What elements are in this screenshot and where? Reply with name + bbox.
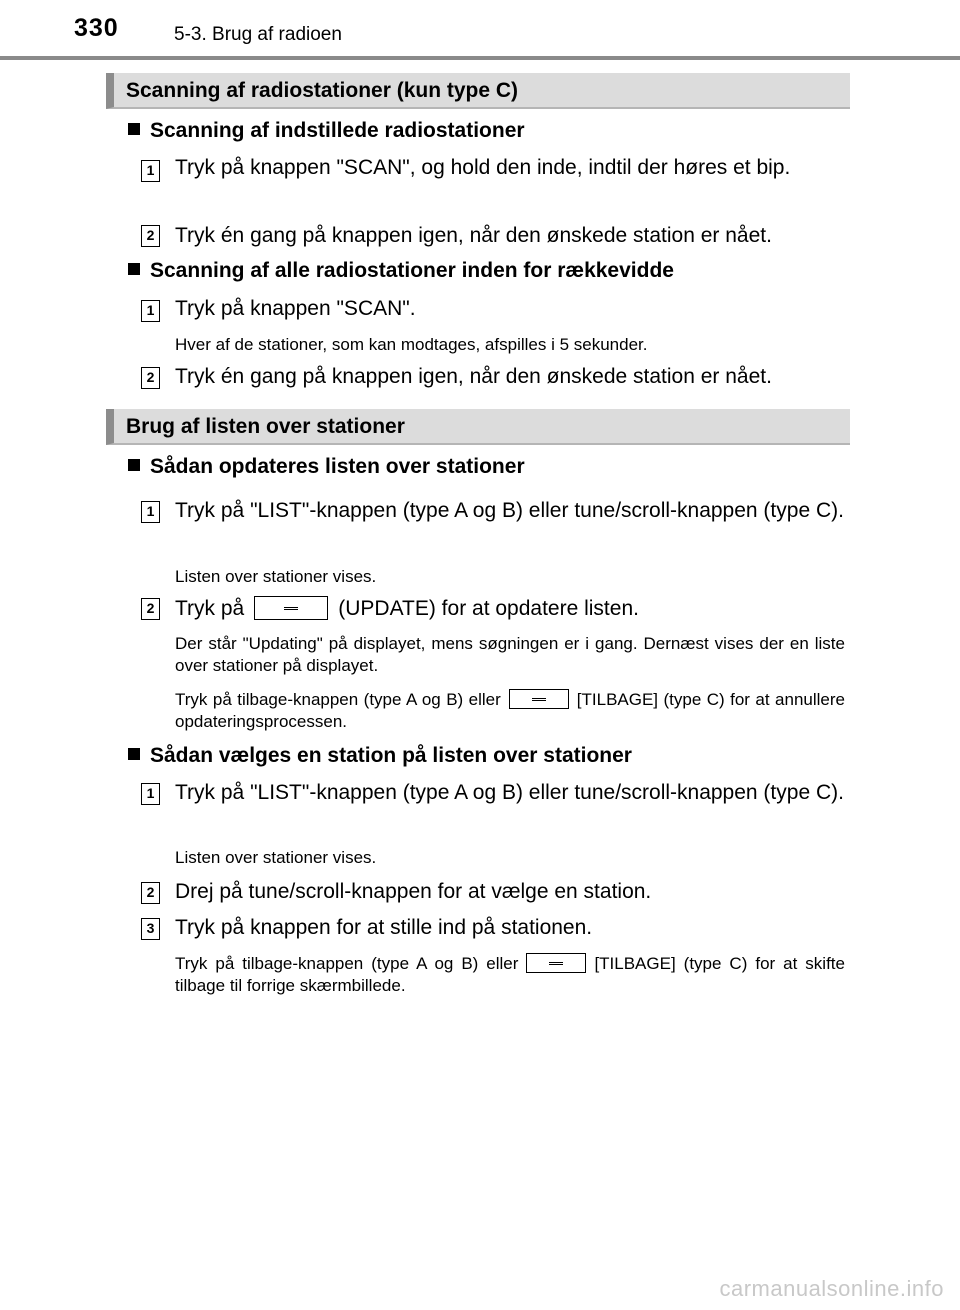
- step-number: 1: [141, 300, 160, 322]
- screen-button-icon: [532, 698, 546, 701]
- square-bullet-icon: [128, 123, 140, 135]
- section-title: Scanning af radiostationer (kun type C): [126, 79, 519, 102]
- step-text-update: Tryk på (UPDATE) for at opdatere listen.: [175, 597, 639, 620]
- step-number: 2: [141, 882, 160, 904]
- square-bullet-icon: [128, 459, 140, 471]
- square-bullet-icon: [128, 263, 140, 275]
- step-number: 3: [141, 918, 160, 940]
- step-note: Hver af de stationer, som kan modtages, afspilles i 5 sekunder.: [175, 335, 648, 354]
- step-number: 1: [141, 501, 160, 523]
- subheading-update-list: Sådan opdateres listen over stationer: [128, 455, 525, 479]
- watermark: carmanualsonline.info: [719, 1276, 944, 1301]
- step-text: Tryk én gang på knappen igen, når den ønskede station er nået.: [175, 365, 772, 388]
- section-title: Brug af listen over stationer: [126, 415, 405, 438]
- back-screen-button: [509, 689, 569, 709]
- section-heading-station-list: [106, 409, 850, 445]
- header-rule: [0, 56, 960, 60]
- step-note-cancel: Tryk på tilbage-knappen (type A og B) eller [TILBAGE] (type C) for at annullere opdateringsprocessen.: [175, 690, 845, 731]
- square-bullet-icon: [128, 748, 140, 760]
- step-number: 2: [141, 367, 160, 389]
- step-note: Der står "Updating" på displayet, mens søgningen er i gang. Dernæst vises der en liste over stationer på displayet.: [175, 634, 845, 675]
- step-text: Tryk én gang på knappen igen, når den ønskede station er nået.: [175, 224, 772, 247]
- update-screen-button: [254, 596, 328, 620]
- step-note-back: Tryk på tilbage-knappen (type A og B) eller [TILBAGE] (type C) for at skifte tilbage til forrige skærmbillede.: [175, 954, 845, 995]
- step-note: Listen over stationer vises.: [175, 848, 377, 867]
- step-text: Drej på tune/scroll-knappen for at vælge en station.: [175, 880, 652, 903]
- step-number: 1: [141, 783, 160, 805]
- running-head: 5-3. Brug af radioen: [174, 24, 342, 45]
- step-text: Tryk på knappen for at stille ind på stationen.: [175, 916, 593, 939]
- step-number: 1: [141, 160, 160, 182]
- step-text: Tryk på knappen "SCAN", og hold den inde, indtil der høres et bip.: [175, 156, 791, 179]
- screen-button-icon: [549, 962, 563, 965]
- section-heading-scanning: [106, 73, 850, 109]
- screen-button-icon: [284, 607, 298, 610]
- step-note: Listen over stationer vises.: [175, 567, 377, 586]
- page-number: 330: [74, 14, 119, 42]
- back-screen-button: [526, 953, 586, 973]
- step-text: Tryk på "LIST"-knappen (type A og B) eller tune/scroll-knappen (type C).: [175, 499, 844, 522]
- step-text: Tryk på knappen "SCAN".: [175, 297, 416, 320]
- subheading-preset-scan: Scanning af indstillede radiostationer: [128, 119, 525, 143]
- subheading-all-scan: Scanning af alle radiostationer inden for rækkevidde: [128, 259, 674, 283]
- subheading-select-station: Sådan vælges en station på listen over stationer: [128, 744, 632, 768]
- step-number: 2: [141, 598, 160, 620]
- step-number: 2: [141, 225, 160, 247]
- step-text: Tryk på "LIST"-knappen (type A og B) eller tune/scroll-knappen (type C).: [175, 781, 844, 804]
